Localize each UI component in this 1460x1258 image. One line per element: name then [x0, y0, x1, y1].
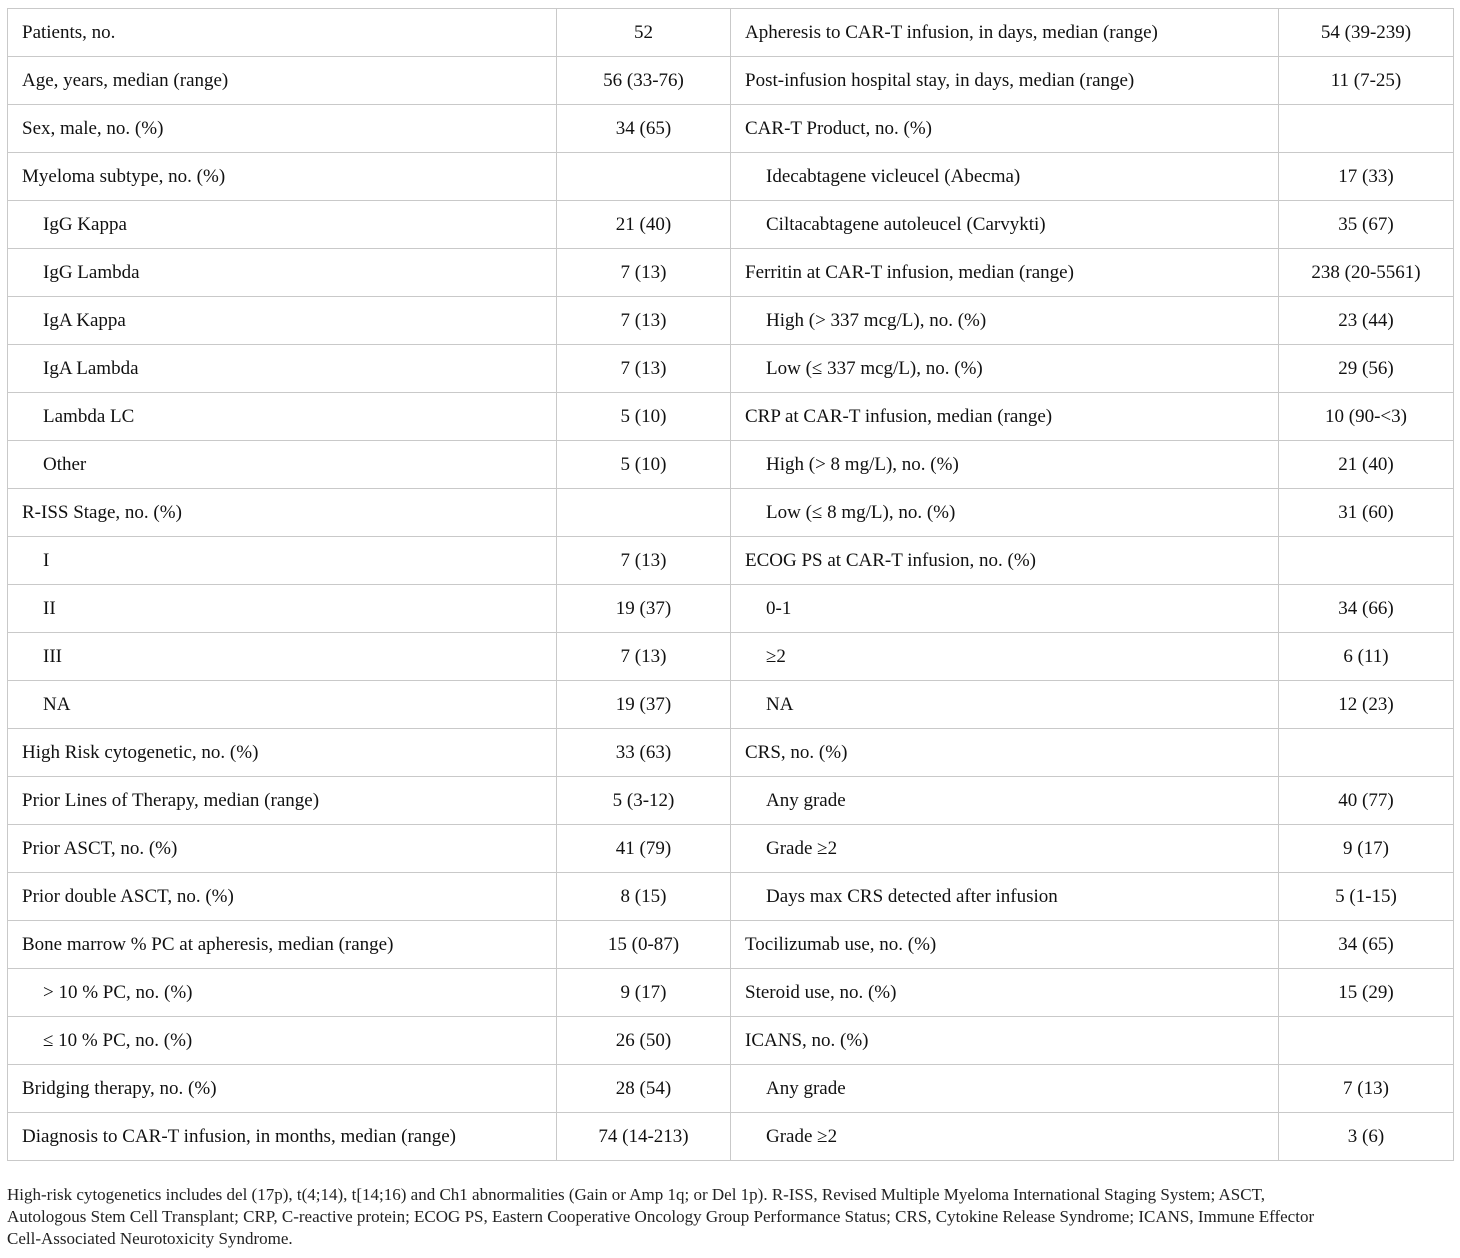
table-row: [8, 393, 1454, 441]
right-value: 3 (6): [1279, 1113, 1454, 1161]
footnote-line: Cell-Associated Neurotoxicity Syndrome.: [7, 1229, 293, 1248]
left-value: 41 (79): [557, 825, 731, 873]
right-label: Days max CRS detected after infusion: [731, 873, 1279, 921]
right-label: Grade ≥2: [731, 825, 1279, 873]
left-value: 34 (65): [557, 105, 731, 153]
table-row: [8, 585, 1454, 633]
patient-characteristics-table: [7, 8, 1454, 1161]
left-value: 15 (0-87): [557, 921, 731, 969]
table-row: [8, 249, 1454, 297]
left-value: 8 (15): [557, 873, 731, 921]
right-label: High (> 337 mcg/L), no. (%): [731, 297, 1279, 345]
left-label: Lambda LC: [8, 393, 557, 441]
table-row: [8, 105, 1454, 153]
left-value: 26 (50): [557, 1017, 731, 1065]
table-row: [8, 1017, 1454, 1065]
right-label: Apheresis to CAR-T infusion, in days, median (range): [731, 9, 1279, 57]
left-value: 7 (13): [557, 633, 731, 681]
right-value: 5 (1-15): [1279, 873, 1454, 921]
right-label: Any grade: [731, 777, 1279, 825]
left-label: Other: [8, 441, 557, 489]
left-label: I: [8, 537, 557, 585]
right-value: 40 (77): [1279, 777, 1454, 825]
left-label: IgG Kappa: [8, 201, 557, 249]
table-body: [8, 9, 1454, 1161]
left-value: 7 (13): [557, 345, 731, 393]
footnote-line: High-risk cytogenetics includes del (17p), t(4;14), t[14;16) and Ch1 abnormalities (Gain or Amp 1q; or Del 1p). R-ISS, Revised Multiple Myeloma International Staging System; ASCT,: [7, 1185, 1265, 1204]
left-label: > 10 % PC, no. (%): [8, 969, 557, 1017]
left-value: 7 (13): [557, 297, 731, 345]
right-value: 12 (23): [1279, 681, 1454, 729]
left-label: Prior ASCT, no. (%): [8, 825, 557, 873]
table-row: [8, 57, 1454, 105]
right-label: 0-1: [731, 585, 1279, 633]
left-label: Patients, no.: [8, 9, 557, 57]
right-label: Low (≤ 8 mg/L), no. (%): [731, 489, 1279, 537]
left-label: Sex, male, no. (%): [8, 105, 557, 153]
left-label: Age, years, median (range): [8, 57, 557, 105]
right-label: Steroid use, no. (%): [731, 969, 1279, 1017]
left-label: Prior Lines of Therapy, median (range): [8, 777, 557, 825]
left-value: 19 (37): [557, 585, 731, 633]
table-row: [8, 633, 1454, 681]
right-label: Tocilizumab use, no. (%): [731, 921, 1279, 969]
table-footnote: [7, 1184, 1453, 1250]
table-row: [8, 921, 1454, 969]
table-container: [7, 8, 1453, 1161]
table-row: [8, 489, 1454, 537]
left-value: 7 (13): [557, 249, 731, 297]
right-value: [1279, 729, 1454, 777]
table-row: [8, 825, 1454, 873]
table-row: [8, 1113, 1454, 1161]
right-value: 15 (29): [1279, 969, 1454, 1017]
right-value: 238 (20-5561): [1279, 249, 1454, 297]
right-value: 23 (44): [1279, 297, 1454, 345]
right-label: CRP at CAR-T infusion, median (range): [731, 393, 1279, 441]
right-label: Low (≤ 337 mcg/L), no. (%): [731, 345, 1279, 393]
left-label: Myeloma subtype, no. (%): [8, 153, 557, 201]
table-row: [8, 345, 1454, 393]
table-row: [8, 441, 1454, 489]
right-value: 54 (39-239): [1279, 9, 1454, 57]
right-label: Ferritin at CAR-T infusion, median (range): [731, 249, 1279, 297]
left-value: 5 (3-12): [557, 777, 731, 825]
right-label: CAR-T Product, no. (%): [731, 105, 1279, 153]
table-row: [8, 777, 1454, 825]
right-value: [1279, 537, 1454, 585]
right-label: Ciltacabtagene autoleucel (Carvykti): [731, 201, 1279, 249]
left-value: 56 (33-76): [557, 57, 731, 105]
left-value: [557, 489, 731, 537]
left-value: 7 (13): [557, 537, 731, 585]
table-row: [8, 537, 1454, 585]
right-value: [1279, 105, 1454, 153]
left-label: Prior double ASCT, no. (%): [8, 873, 557, 921]
left-label: IgG Lambda: [8, 249, 557, 297]
right-label: Any grade: [731, 1065, 1279, 1113]
left-label: III: [8, 633, 557, 681]
right-label: Grade ≥2: [731, 1113, 1279, 1161]
right-value: 11 (7-25): [1279, 57, 1454, 105]
left-value: 74 (14-213): [557, 1113, 731, 1161]
left-label: Bridging therapy, no. (%): [8, 1065, 557, 1113]
right-value: 35 (67): [1279, 201, 1454, 249]
table-row: [8, 201, 1454, 249]
left-label: IgA Kappa: [8, 297, 557, 345]
table-row: [8, 153, 1454, 201]
left-label: R-ISS Stage, no. (%): [8, 489, 557, 537]
right-value: [1279, 1017, 1454, 1065]
right-label: NA: [731, 681, 1279, 729]
left-value: 28 (54): [557, 1065, 731, 1113]
left-label: IgA Lambda: [8, 345, 557, 393]
right-value: 34 (65): [1279, 921, 1454, 969]
left-label: High Risk cytogenetic, no. (%): [8, 729, 557, 777]
left-label: ≤ 10 % PC, no. (%): [8, 1017, 557, 1065]
right-value: 34 (66): [1279, 585, 1454, 633]
left-value: 9 (17): [557, 969, 731, 1017]
right-label: ≥2: [731, 633, 1279, 681]
left-label: NA: [8, 681, 557, 729]
right-label: CRS, no. (%): [731, 729, 1279, 777]
left-value: 5 (10): [557, 441, 731, 489]
table-row: [8, 1065, 1454, 1113]
footnote-line: Autologous Stem Cell Transplant; CRP, C-reactive protein; ECOG PS, Eastern Cooperative Oncology Group Performance Status; CRS, Cytokine Release Syndrome; ICANS, Immune Effector: [7, 1207, 1315, 1226]
table-row: [8, 9, 1454, 57]
right-label: High (> 8 mg/L), no. (%): [731, 441, 1279, 489]
left-value: 21 (40): [557, 201, 731, 249]
table-row: [8, 297, 1454, 345]
table-row: [8, 681, 1454, 729]
right-value: 17 (33): [1279, 153, 1454, 201]
right-value: 6 (11): [1279, 633, 1454, 681]
right-label: ICANS, no. (%): [731, 1017, 1279, 1065]
table-row: [8, 729, 1454, 777]
left-label: Bone marrow % PC at apheresis, median (range): [8, 921, 557, 969]
table-row: [8, 969, 1454, 1017]
table-row: [8, 873, 1454, 921]
right-label: Post-infusion hospital stay, in days, median (range): [731, 57, 1279, 105]
left-value: 33 (63): [557, 729, 731, 777]
right-value: 31 (60): [1279, 489, 1454, 537]
left-value: 52: [557, 9, 731, 57]
right-value: 9 (17): [1279, 825, 1454, 873]
right-label: Idecabtagene vicleucel (Abecma): [731, 153, 1279, 201]
right-value: 21 (40): [1279, 441, 1454, 489]
right-label: ECOG PS at CAR-T infusion, no. (%): [731, 537, 1279, 585]
right-value: 10 (90-<3): [1279, 393, 1454, 441]
left-label: II: [8, 585, 557, 633]
right-value: 29 (56): [1279, 345, 1454, 393]
left-value: [557, 153, 731, 201]
left-value: 5 (10): [557, 393, 731, 441]
right-value: 7 (13): [1279, 1065, 1454, 1113]
left-label: Diagnosis to CAR-T infusion, in months, median (range): [8, 1113, 557, 1161]
left-value: 19 (37): [557, 681, 731, 729]
